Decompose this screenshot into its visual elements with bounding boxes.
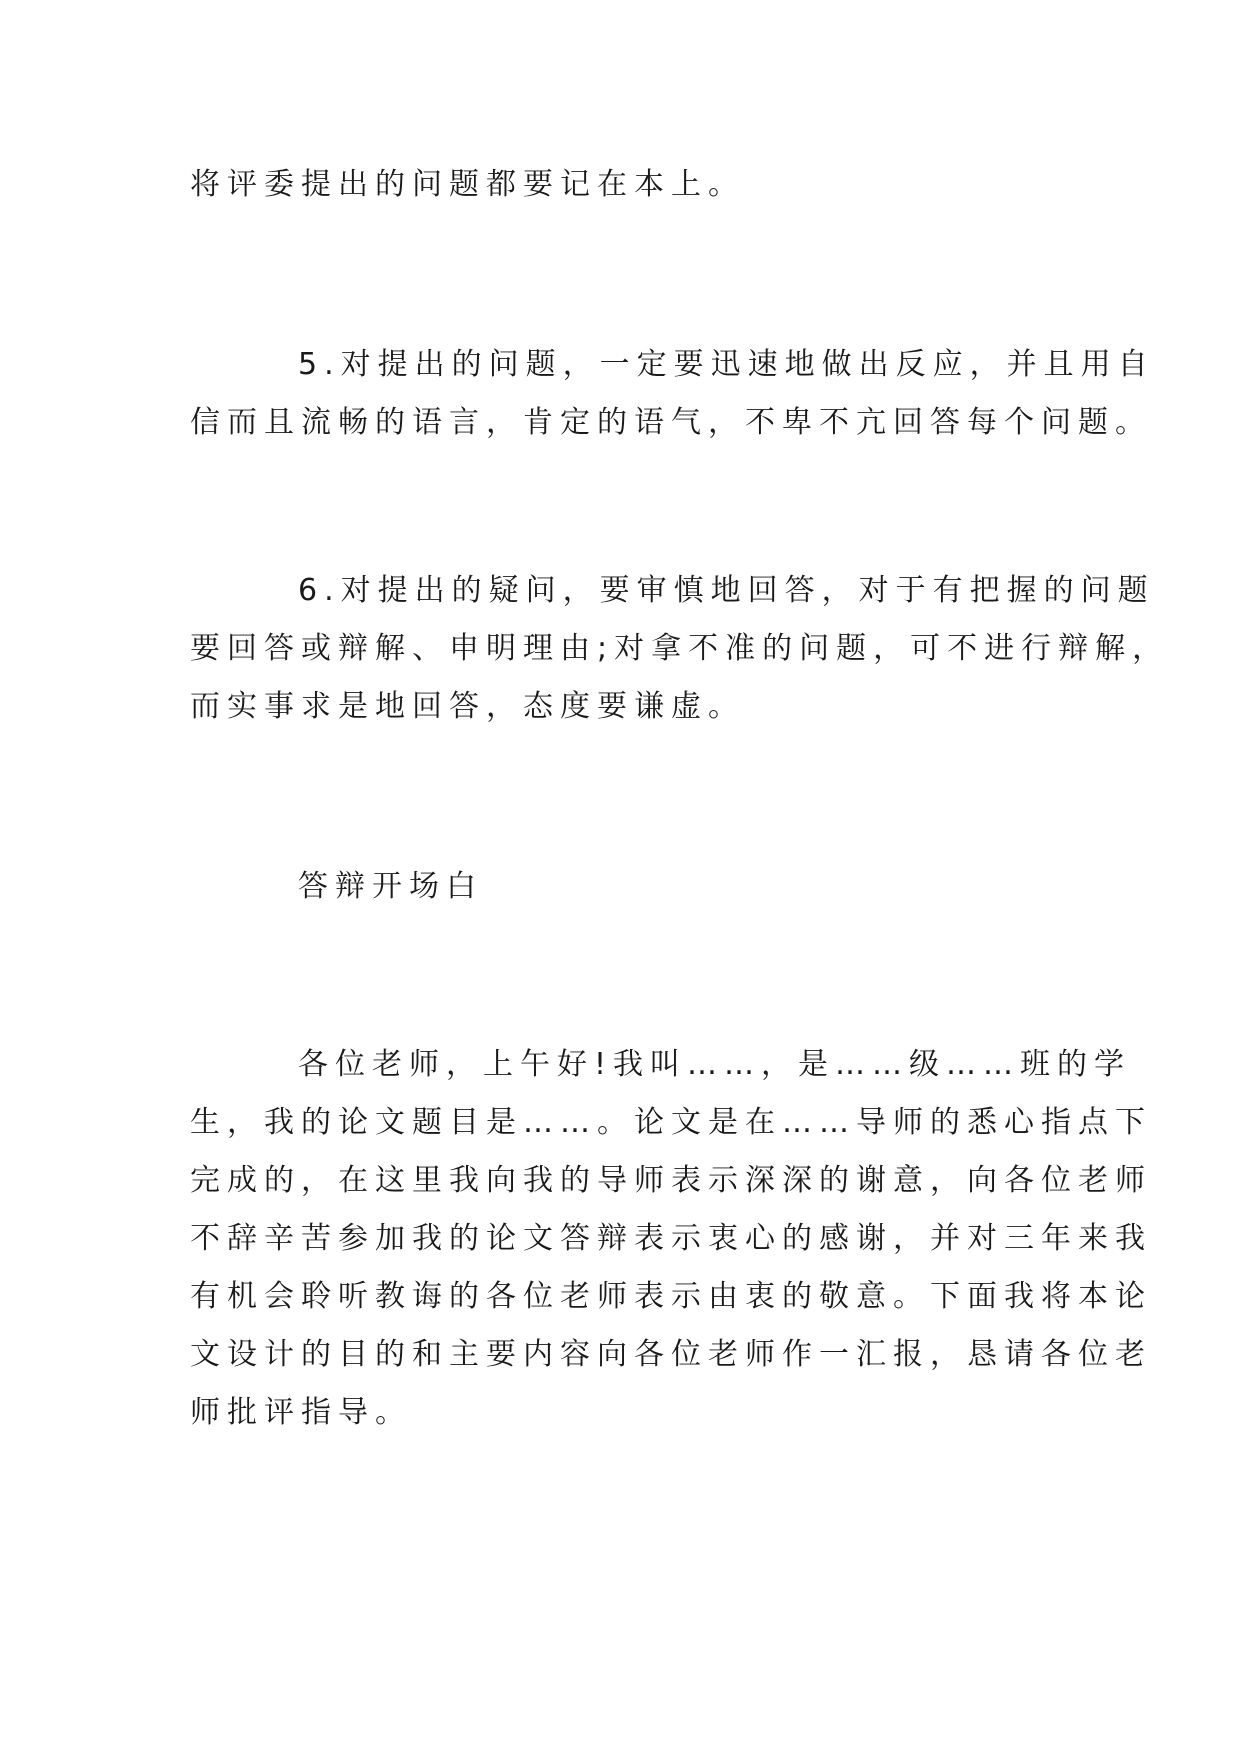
section-heading: 答辩开场白 — [298, 869, 483, 904]
text-line: 各位老师，上午好!我叫……，是……级……班的学 — [298, 1047, 1132, 1082]
text-line: 文设计的目的和主要内容向各位老师作一汇报，恳请各位老 — [190, 1337, 1152, 1372]
text-line: 而实事求是地回答，态度要谦虚。 — [190, 689, 745, 724]
text-line: 将评委提出的问题都要记在本上。 — [190, 167, 745, 202]
text-line: 信而且流畅的语言，肯定的语气，不卑不亢回答每个问题。 — [190, 405, 1152, 440]
text-line: 不辞辛苦参加我的论文答辩表示衷心的感谢，并对三年来我 — [190, 1221, 1152, 1256]
text-line: 生，我的论文题目是……。论文是在……导师的悉心指点下 — [190, 1105, 1152, 1140]
text-line: 5.对提出的问题，一定要迅速地做出反应，并且用自 — [298, 347, 1155, 382]
text-line: 6.对提出的疑问，要审慎地回答，对于有把握的问题 — [298, 573, 1155, 608]
text-line: 师批评指导。 — [190, 1395, 412, 1430]
text-line: 有机会聆听教诲的各位老师表示由衷的敬意。下面我将本论 — [190, 1279, 1152, 1314]
text-line: 完成的，在这里我向我的导师表示深深的谢意，向各位老师 — [190, 1163, 1152, 1198]
text-line: 要回答或辩解、申明理由;对拿不准的问题，可不进行辩解， — [190, 631, 1170, 666]
